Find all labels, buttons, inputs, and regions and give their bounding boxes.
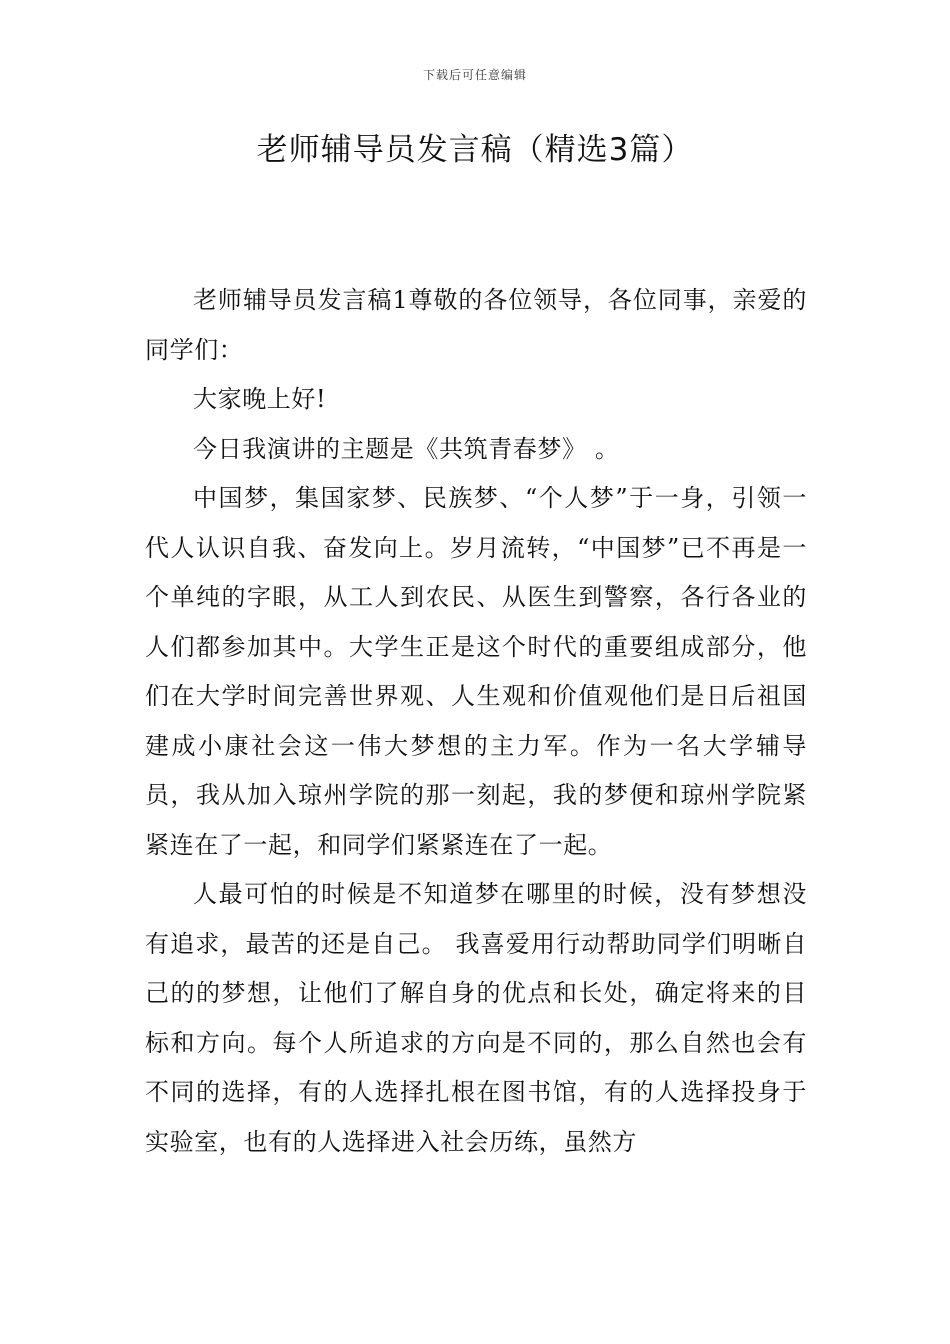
document-body	[145, 276, 807, 1167]
paragraph-salutation: 老师辅导员发言稿1尊敬的各位领导，各位同事，亲爱的同学们：	[145, 286, 807, 364]
document-title: 老师辅导员发言稿（精选3篇）	[256, 132, 694, 168]
paragraph-greeting: 大家晚上好!	[193, 385, 327, 413]
header-note: 下载后可任意编辑	[422, 68, 527, 82]
paragraph-topic: 今日我演讲的主题是《共筑青春梦》 。	[193, 434, 620, 463]
paragraph-pursuit: 人最可怕的时候是不知道梦在哪里的时候，没有梦想没有追求，最苦的还是自己。 我喜爱用行动帮助同学们明晰自己的的梦想，让他们了解自身的优点和长处，确定将来的目标和方向。每个人所追求的方向是不同的，那么自然也会有不同的选择，有的人选择扎根在图书馆，有的人选择投身于实验室，也有的人选择进入社会历练，虽然方	[145, 880, 807, 1156]
paragraph-china-dream: 中国梦，集国家梦、民族梦、“个人梦”于一身，引领一代人认识自我、奋发向上。岁月流转，“中国梦”已不再是一个单纯的字眼，从工人到农民、从医生到警察，各行各业的人们都参加其中。大学生正是这个时代的重要组成部分，他们在大学时间完善世界观、人生观和价值观他们是日后祖国建成小康社会这一伟大梦想的主力军。作为一名大学辅导员，我从加入琼州学院的那一刻起，我的梦便和琼州学院紧紧连在了一起，和同学们紧紧连在了一起。	[145, 484, 807, 859]
